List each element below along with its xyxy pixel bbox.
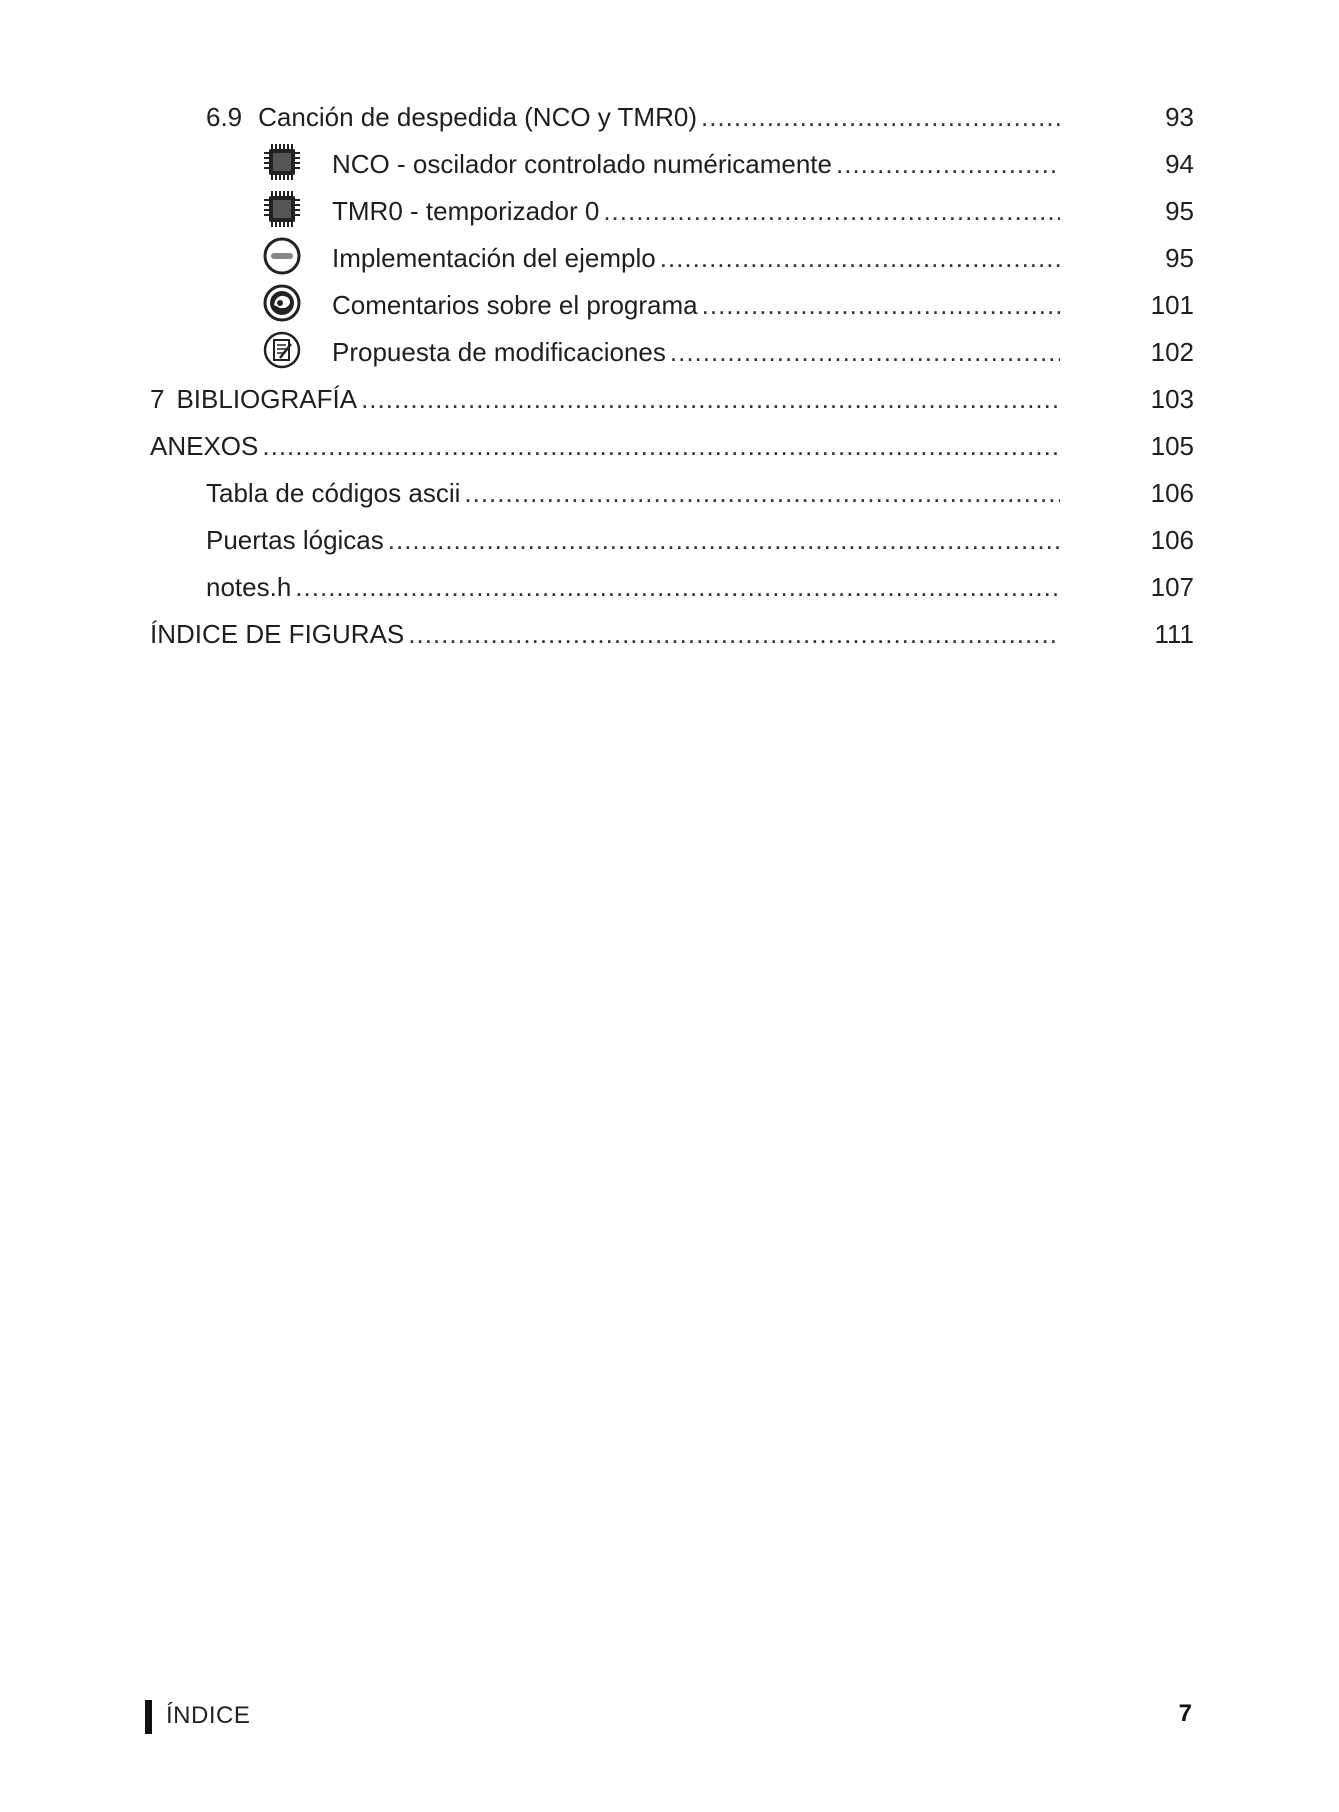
toc-entry-page: 101	[1150, 289, 1194, 320]
edit-document-icon	[261, 329, 303, 371]
toc-entry-page: 107	[1150, 571, 1194, 602]
toc-entry-title: Canción de despedida (NCO y TMR0)	[258, 101, 697, 132]
toc-entry-page: 95	[1165, 242, 1194, 273]
toc-entry-page: 94	[1165, 148, 1194, 179]
toc-entry-title: NCO - oscilador controlado numéricamente	[332, 148, 832, 179]
footer-page-number: 7	[1178, 1700, 1192, 1727]
toc-entry[interactable]	[332, 142, 1194, 186]
dot-leader	[836, 149, 1060, 180]
dot-leader	[603, 196, 1060, 227]
toc-entry-page: 106	[1150, 477, 1194, 508]
footer-section-title: ÍNDICE	[166, 1702, 251, 1729]
toc-entry-page: 103	[1150, 383, 1194, 414]
toc-entry-title: Puertas lógicas	[206, 524, 384, 555]
dot-leader	[701, 102, 1060, 133]
toc-entry[interactable]	[332, 236, 1194, 280]
comment-circle-icon	[261, 282, 303, 324]
toc-entry-number: 7	[150, 383, 165, 414]
toc-entry-title: notes.h	[206, 571, 292, 602]
code-circle-icon	[261, 235, 303, 277]
toc-entry[interactable]	[150, 424, 1194, 468]
toc-entry-page: 106	[1150, 524, 1194, 555]
toc-entry[interactable]	[206, 518, 1194, 562]
dot-leader	[295, 572, 1060, 603]
dot-leader	[361, 384, 1060, 415]
toc-entry-number: 6.9	[206, 101, 243, 132]
toc-entry-title: Propuesta de modificaciones	[332, 336, 666, 367]
dot-leader	[408, 619, 1060, 650]
toc-entry-title: Implementación del ejemplo	[332, 242, 656, 273]
toc-entry[interactable]	[206, 471, 1194, 515]
dot-leader	[660, 243, 1060, 274]
toc-entry-page: 111	[1154, 618, 1194, 649]
toc-entry[interactable]	[332, 189, 1194, 233]
dot-leader	[670, 337, 1060, 368]
toc-entry-title: TMR0 - temporizador 0	[332, 195, 600, 226]
toc-entry-page: 102	[1150, 336, 1194, 367]
toc-entry[interactable]	[332, 330, 1194, 374]
chip-icon	[261, 141, 303, 183]
dot-leader	[464, 478, 1060, 509]
toc-entry-title: Tabla de códigos ascii	[206, 477, 461, 508]
toc-entry[interactable]	[206, 95, 1194, 139]
toc-entry-title: Comentarios sobre el programa	[332, 289, 698, 320]
chip-icon	[261, 188, 303, 230]
footer-marker-bar	[145, 1700, 152, 1734]
dot-leader	[262, 431, 1060, 462]
toc-entry-title: ANEXOS	[150, 430, 259, 461]
dot-leader	[388, 525, 1060, 556]
toc-entry[interactable]	[150, 612, 1194, 656]
toc-entry[interactable]	[206, 565, 1194, 609]
toc-entry-title: BIBLIOGRAFÍA	[176, 383, 358, 414]
toc-entry-title: ÍNDICE DE FIGURAS	[150, 618, 405, 649]
dot-leader	[702, 290, 1060, 321]
toc-entry-page: 95	[1165, 195, 1194, 226]
toc-entry[interactable]	[332, 283, 1194, 327]
toc-entry[interactable]	[150, 377, 1194, 421]
toc-entry-page: 105	[1150, 430, 1194, 461]
toc-entry-page: 93	[1165, 101, 1194, 132]
